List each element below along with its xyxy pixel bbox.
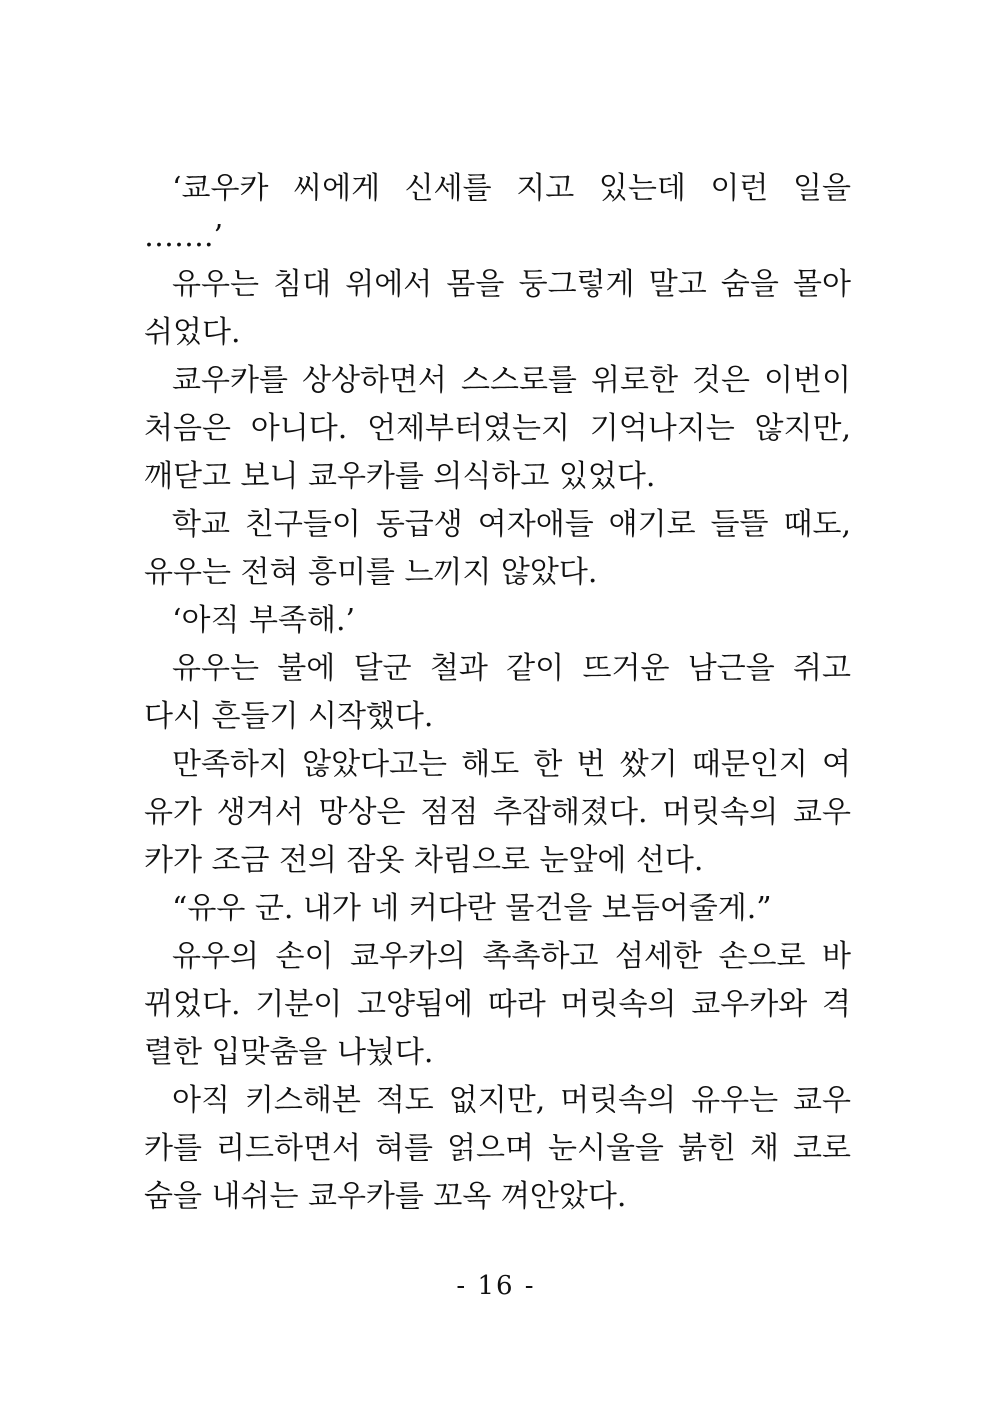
text-line: 만족하지 않았다고는 해도 한 번 쌌기 때문인지 여: [172, 747, 851, 782]
text-line: 학교 친구들이 동급생 여자애들 얘기로 들뜰 때도,: [172, 507, 851, 542]
text-line: ‘쿄우카 씨에게 신세를 지고 있는데 이런 일을: [172, 171, 851, 206]
text-line: 유우는 전혀 흥미를 느끼지 않았다.: [144, 555, 598, 590]
text-line: 깨닫고 보니 쿄우카를 의식하고 있었다.: [144, 459, 656, 494]
text-line: ‘아직 부족해.’: [172, 603, 356, 638]
text-line: 유우의 손이 쿄우카의 촉촉하고 섬세한 손으로 바: [172, 939, 851, 974]
text-line: 뀌었다. 기분이 고양됨에 따라 머릿속의 쿄우카와 격: [144, 987, 851, 1022]
page-body: [144, 165, 851, 1221]
text-line: 렬한 입맞춤을 나눴다.: [144, 1035, 434, 1070]
page-number: - 16 -: [456, 1271, 536, 1301]
text-line: “유우 군. 내가 네 커다란 물건을 보듬어줄게.”: [172, 891, 772, 926]
text-line: 숨을 내쉬는 쿄우카를 꼬옥 껴안았다.: [144, 1179, 627, 1214]
text-line: 처음은 아니다. 언제부터였는지 기억나지는 않지만,: [144, 411, 851, 446]
text-line: 아직 키스해본 적도 없지만, 머릿속의 유우는 쿄우: [172, 1083, 851, 1118]
text-line: 카가 조금 전의 잠옷 차림으로 눈앞에 선다.: [144, 843, 704, 878]
text-line: 유가 생겨서 망상은 점점 추잡해졌다. 머릿속의 쿄우: [144, 795, 851, 830]
text-line: …….’: [144, 219, 224, 254]
text-line: 카를 리드하면서 혀를 얽으며 눈시울을 붉힌 채 코로: [144, 1131, 851, 1166]
text-line: 유우는 불에 달군 철과 같이 뜨거운 남근을 쥐고: [172, 651, 851, 686]
text-line: 쉬었다.: [144, 315, 241, 350]
text-line: 쿄우카를 상상하면서 스스로를 위로한 것은 이번이: [172, 363, 851, 398]
text-line: 다시 흔들기 시작했다.: [144, 699, 434, 734]
text-line: 유우는 침대 위에서 몸을 둥그렇게 말고 숨을 몰아: [172, 267, 851, 302]
